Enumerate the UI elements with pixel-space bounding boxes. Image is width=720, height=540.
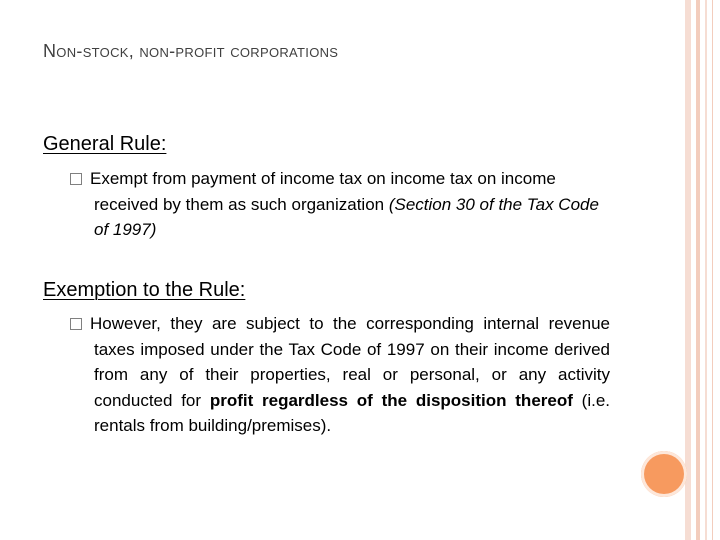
checkbox-icon (70, 173, 82, 185)
bullet-paragraph (70, 166, 610, 243)
section-heading-general-rule: General Rule: (43, 133, 167, 155)
bullet-text-end: (i.e. rentals from building/premises). (94, 390, 610, 435)
decorative-dot (641, 451, 687, 497)
slide-title: Non-stock, non-profit corporations (43, 41, 339, 61)
decorative-rail (712, 0, 713, 540)
section-heading-exemption: Exemption to the Rule: (43, 279, 246, 301)
bullet-text: Exempt from payment of income tax on income tax on income received by them as such organization (90, 169, 556, 214)
bullet-text: However, they are subject to the corresponding internal revenue taxes imposed under the Tax Code of 1997 on their income derived from any of their properties, real or personal, or any activity conducted for (90, 314, 610, 410)
checkbox-icon (70, 318, 82, 330)
bullet-emphasis: profit regardless of the disposition thereof (209, 390, 573, 410)
decorative-rail (685, 0, 691, 540)
bullet-citation: (Section 30 of the Tax Code of 1997) (94, 194, 599, 239)
bullet-paragraph (70, 311, 610, 439)
decorative-rail (705, 0, 707, 540)
bullet-exemption (70, 311, 610, 439)
decorative-rail (696, 0, 700, 540)
bullet-general-rule (70, 166, 610, 243)
